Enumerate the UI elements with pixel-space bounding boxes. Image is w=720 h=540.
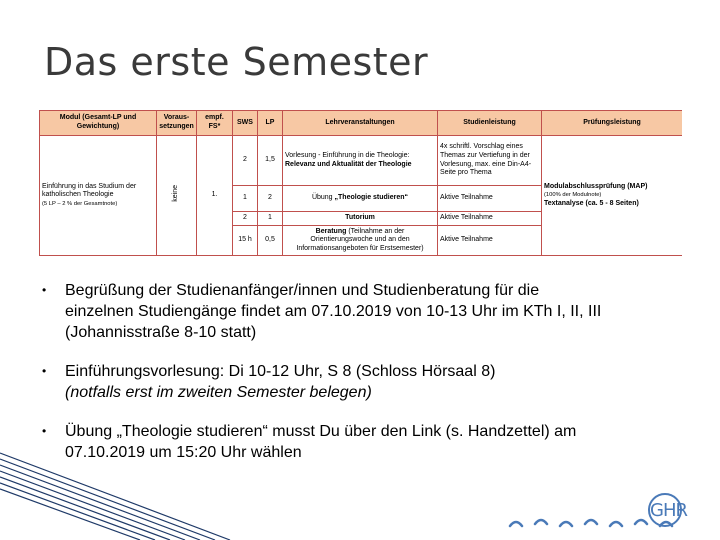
pruef-main: Modulabschlussprüfung (MAP) [544, 182, 648, 190]
studien-cell: 4x schriftl. Vorschlag eines Themas zur Vertiefung in der Vorlesung, max. eine Din-A4-Seite pro Thema [438, 136, 542, 186]
lp-cell: 1,5 [258, 136, 283, 186]
studien-cell: Aktive Teilnahme [438, 226, 542, 256]
list-item [42, 280, 692, 343]
wave-decoration-icon [505, 512, 695, 536]
header-modul: Modul (Gesamt-LP und Gewichtung) [40, 111, 157, 136]
bullet-icon: • [42, 364, 47, 378]
sws-cell: 1 [233, 186, 258, 212]
header-pruefungsleistung: Prüfungsleistung [542, 111, 683, 136]
lehr-pre: Übung [311, 194, 333, 202]
lehr-bold: „Theologie studieren“ [334, 194, 409, 202]
list-item [42, 361, 692, 403]
bullet-line: einzelnen Studiengänge findet am 07.10.2019 von 10-13 Uhr im KTh I, II, III [65, 303, 602, 320]
modul-name: Einführung in das Studium der katholischen Theologie [42, 182, 137, 199]
table-row [40, 136, 683, 186]
header-lp: LP [258, 111, 283, 136]
bullet-icon: • [42, 424, 47, 438]
modul-cell [40, 136, 157, 256]
lehr-cell [283, 186, 438, 212]
header-sws: SWS [233, 111, 258, 136]
table-header-row [40, 111, 683, 136]
bullet-line: (notfalls erst im zweiten Semester belegen) [65, 384, 372, 401]
bullet-icon: • [42, 283, 47, 297]
lp-cell: 1 [258, 212, 283, 226]
bullet-line: Übung „Theologie studieren“ musst Du über den Link (s. Handzettel) am [65, 423, 577, 440]
voraus-cell [157, 136, 197, 256]
page-title: Das erste Semester [44, 40, 429, 84]
studien-cell: Aktive Teilnahme [438, 212, 542, 226]
pruef-cell [542, 136, 683, 256]
lehr-cell [283, 226, 438, 256]
modul-note: (5 LP – 2 % der Gesamtnote) [42, 200, 118, 207]
bullet-line: Begrüßung der Studienanfänger/innen und Studienberatung für die [65, 282, 540, 299]
header-empf-fs: empf. FS* [197, 111, 233, 136]
module-table [39, 110, 682, 264]
corner-stripes-decoration [0, 445, 240, 540]
lehr-cell: Tutorium [283, 212, 438, 226]
header-studienleistung: Studienleistung [438, 111, 542, 136]
header-voraussetzungen: Voraus-setzungen [157, 111, 197, 136]
empf-cell: 1. [197, 136, 233, 256]
sws-cell: 2 [233, 136, 258, 186]
lehr-pre: Vorlesung - Einführung in die Theologie: [285, 151, 410, 159]
bullet-line: 07.10.2019 um 15:20 Uhr wählen [65, 444, 302, 461]
header-lehrveranstaltungen: Lehrveranstaltungen [283, 111, 438, 136]
lehr-cell [283, 136, 438, 186]
bullet-line: (Johannisstraße 8-10 statt) [65, 324, 257, 341]
bullet-line: Einführungsvorlesung: Di 10-12 Uhr, S 8 (Schloss Hörsaal 8) [65, 363, 496, 380]
pruef-note: (100% der Modulnote) [544, 192, 602, 199]
studien-cell: Aktive Teilnahme [438, 186, 542, 212]
lp-cell: 2 [258, 186, 283, 212]
pruef-detail: Textanalyse (ca. 5 - 8 Seiten) [544, 199, 639, 207]
sws-cell: 2 [233, 212, 258, 226]
lehr-post: (Teilnahme an der Orientierungswoche und an den Informationsangeboten für Erstsemester) [296, 227, 424, 252]
voraus-value: keine [172, 185, 180, 203]
logo-text: GHR [650, 500, 687, 521]
lehr-bold: Relevanz und Aktualität der Theologie [285, 160, 412, 168]
lehr-bold: Beratung [315, 227, 347, 235]
sws-cell: 15 h [233, 226, 258, 256]
lp-cell: 0,5 [258, 226, 283, 256]
